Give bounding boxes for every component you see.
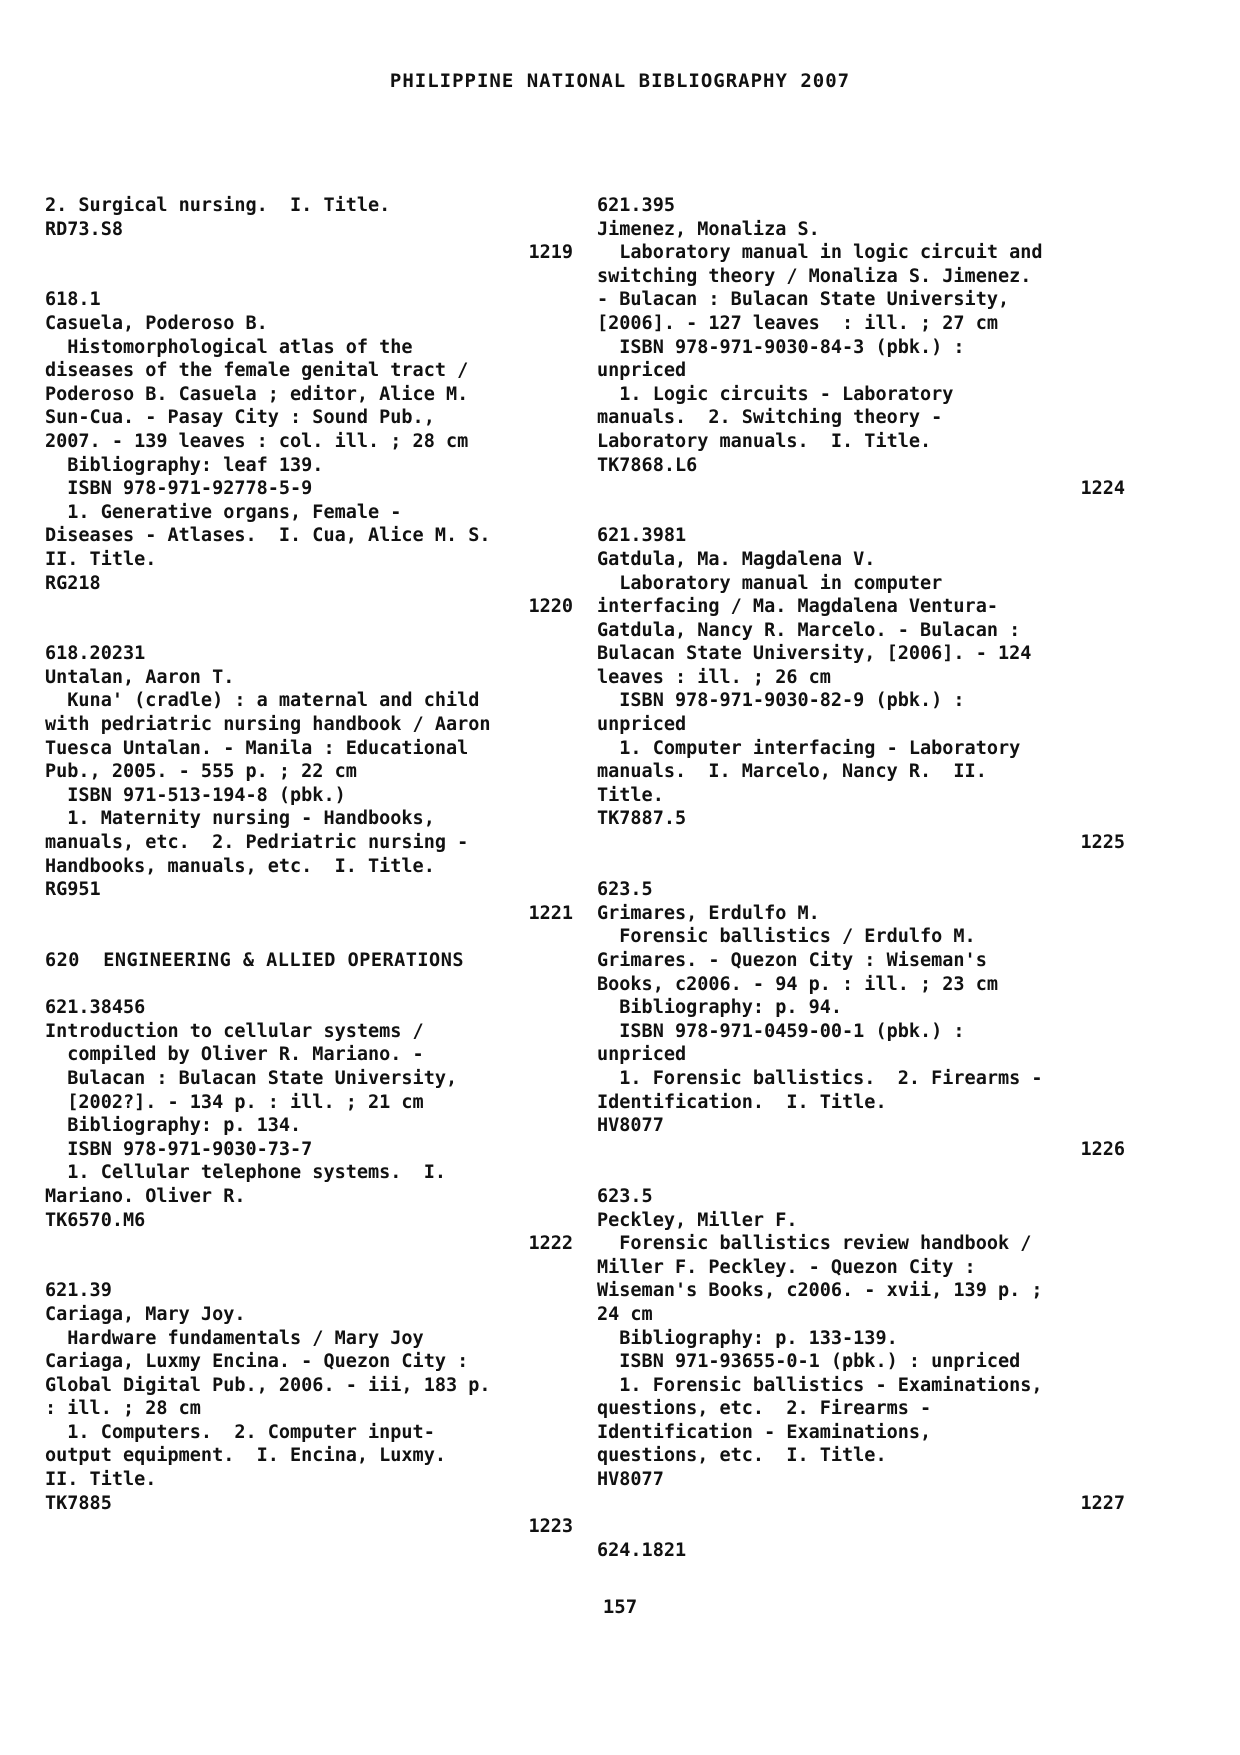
text-line: RD73.S8 <box>45 218 123 240</box>
entry-number: 1219 <box>528 242 573 264</box>
text-line: Tuesca Untalan. - Manila : Educational <box>45 737 469 759</box>
blank-line <box>45 1256 575 1280</box>
entry-number: 1227 <box>1080 1492 1125 1514</box>
text-line: 621.39 <box>45 1280 112 1302</box>
text-line: Mariano. Oliver R. <box>45 1185 246 1207</box>
text-line: Hardware fundamentals / Mary Joy <box>45 1327 424 1349</box>
text-line: ISBN 978-971-92778-5-9 <box>45 478 313 500</box>
text-line: Cariaga, Mary Joy. <box>45 1303 246 1325</box>
text-line: Laboratory manual in logic circuit and <box>597 242 1043 264</box>
entry-number: 1220 <box>528 596 573 618</box>
text-line: output equipment. I. Encina, Luxmy. <box>45 1445 446 1467</box>
text-line: 623.5 <box>597 1185 653 1207</box>
entry-number: 1221 <box>528 902 573 924</box>
text-line: Wiseman's Books, c2006. - xvii, 139 p. ; <box>597 1280 1043 1302</box>
text-line: 1. Forensic ballistics. 2. Firearms - <box>597 1067 1043 1089</box>
text-line: Laboratory manuals. I. Title. <box>597 430 932 452</box>
text-line: - Bulacan : Bulacan State University, <box>597 289 1010 311</box>
text-line: unpriced <box>597 360 687 382</box>
text-line: Forensic ballistics / Erdulfo M. <box>597 926 976 948</box>
text-line: 1. Logic circuits - Laboratory <box>597 383 954 405</box>
text-line: Bibliography: p. 134. <box>45 1115 302 1137</box>
left-column <box>45 194 575 1539</box>
blank-line <box>45 619 575 643</box>
blank-line <box>597 1161 1127 1185</box>
text-line: switching theory / Monaliza S. Jimenez. <box>597 265 1032 287</box>
text-line: ISBN 978-971-9030-84-3 (pbk.) : <box>597 336 965 358</box>
text-line: leaves : ill. ; 26 cm <box>597 666 831 688</box>
text-line: Jimenez, Monaliza S. <box>597 218 820 240</box>
text-line: Diseases - Atlases. I. Cua, Alice M. S. <box>45 525 491 547</box>
text-line: unpriced <box>597 714 687 736</box>
text-line: 1. Computer interfacing - Laboratory <box>597 737 1021 759</box>
text-line: questions, etc. I. Title. <box>597 1445 887 1467</box>
entry-number: 1223 <box>528 1516 573 1538</box>
text-line: Handbooks, manuals, etc. I. Title. <box>45 855 435 877</box>
text-line: interfacing / Ma. Magdalena Ventura- <box>597 596 998 618</box>
text-line: 623.5 <box>597 879 653 901</box>
text-line: Gatdula, Ma. Magdalena V. <box>597 548 876 570</box>
text-line: HV8077 <box>597 1115 664 1137</box>
text-line: ISBN 978-971-9030-73-7 <box>45 1138 313 1160</box>
text-line: Peckley, Miller F. <box>597 1209 798 1231</box>
text-line: ISBN 971-93655-0-1 (pbk.) : unpriced <box>597 1351 1021 1373</box>
text-line: Grimares, Erdulfo M. <box>597 902 820 924</box>
text-line: ISBN 978-971-9030-82-9 (pbk.) : <box>597 690 965 712</box>
text-line: TK7885 <box>45 1492 112 1514</box>
text-line: 2007. - 139 leaves : col. ill. ; 28 cm <box>45 430 469 452</box>
text-line: ISBN 971-513-194-8 (pbk.) <box>45 784 346 806</box>
text-line: Poderoso B. Casuela ; editor, Alice M. <box>45 383 469 405</box>
text-line: 1. Maternity nursing - Handbooks, <box>45 808 435 830</box>
text-line: HV8077 <box>597 1469 664 1491</box>
text-line: 618.20231 <box>45 643 146 665</box>
text-line: manuals, etc. 2. Pedriatric nursing - <box>45 832 469 854</box>
text-line: Bibliography: leaf 139. <box>45 454 324 476</box>
text-line: Title. <box>597 784 664 806</box>
text-line: Miller F. Peckley. - Quezon City : <box>597 1256 976 1278</box>
text-line: Kuna' (cradle) : a maternal and child <box>45 690 480 712</box>
text-line: II. Title. <box>45 1469 157 1491</box>
blank-line <box>45 265 575 289</box>
text-line: TK6570.M6 <box>45 1209 146 1231</box>
text-line: Casuela, Poderoso B. <box>45 312 268 334</box>
text-line: Cariaga, Luxmy Encina. - Quezon City : <box>45 1351 469 1373</box>
text-line: Gatdula, Nancy R. Marcelo. - Bulacan : <box>597 619 1021 641</box>
text-line: TK7887.5 <box>597 808 687 830</box>
text-line: Pub., 2005. - 555 p. ; 22 cm <box>45 761 357 783</box>
text-line: Grimares. - Quezon City : Wiseman's <box>597 950 987 971</box>
text-line: [2002?]. - 134 p. : ill. ; 21 cm <box>45 1091 424 1113</box>
section-heading: 620 ENGINEERING & ALLIED OPERATIONS <box>45 950 464 971</box>
right-column <box>597 194 1127 1562</box>
text-line: Bulacan State University, [2006]. - 124 <box>597 643 1032 665</box>
page-number: 157 <box>602 1596 638 1618</box>
text-line: unpriced <box>597 1044 687 1066</box>
text-line: Bibliography: p. 133-139. <box>597 1327 898 1349</box>
text-line: 24 cm <box>597 1303 653 1325</box>
text-line: 618.1 <box>45 289 101 311</box>
text-line: 1. Generative organs, Female - <box>45 501 402 523</box>
text-line: 1. Forensic ballistics - Examinations, <box>597 1374 1043 1396</box>
text-line: 621.395 <box>597 195 675 216</box>
text-line: Introduction to cellular systems / <box>45 1020 424 1042</box>
text-line: Identification - Examinations, <box>597 1421 932 1443</box>
text-line: Identification. I. Title. <box>597 1091 887 1113</box>
text-line: RG951 <box>45 879 101 901</box>
text-line: Books, c2006. - 94 p. : ill. ; 23 cm <box>597 973 998 995</box>
blank-line <box>45 973 575 997</box>
text-line: 1. Computers. 2. Computer input- <box>45 1421 435 1443</box>
blank-line <box>45 925 575 949</box>
text-line: diseases of the female genital tract / <box>45 360 469 382</box>
blank-line <box>597 501 1127 525</box>
text-line: 624.1821 <box>597 1539 687 1561</box>
text-line: TK7868.L6 <box>597 454 698 476</box>
text-line: compiled by Oliver R. Mariano. - <box>45 1044 424 1066</box>
text-line: Untalan, Aaron T. <box>45 666 235 688</box>
text-line: manuals. 2. Switching theory - <box>597 407 943 429</box>
text-line: ISBN 978-971-0459-00-1 (pbk.) : <box>597 1020 965 1042</box>
text-line: Bibliography: p. 94. <box>597 997 843 1019</box>
blank-line <box>597 855 1127 879</box>
entry-number: 1225 <box>1080 832 1125 854</box>
text-line: Global Digital Pub., 2006. - iii, 183 p. <box>45 1374 491 1396</box>
text-line: 621.38456 <box>45 997 146 1019</box>
text-line: Bulacan : Bulacan State University, <box>45 1067 458 1089</box>
entry-number: 1224 <box>1080 478 1125 500</box>
text-line: 2. Surgical nursing. I. Title. <box>45 195 391 216</box>
text-line: [2006]. - 127 leaves : ill. ; 27 cm <box>597 312 998 334</box>
text-line: II. Title. <box>45 548 157 570</box>
text-line: : ill. ; 28 cm <box>45 1398 201 1420</box>
page-title: PHILIPPINE NATIONAL BIBLIOGRAPHY 2007 <box>389 70 851 92</box>
text-line: 1. Cellular telephone systems. I. <box>45 1162 446 1184</box>
text-line: manuals. I. Marcelo, Nancy R. II. <box>597 761 987 783</box>
entry-number: 1226 <box>1080 1138 1125 1160</box>
text-line: with pedriatric nursing handbook / Aaron <box>45 714 491 736</box>
blank-line <box>597 1515 1127 1539</box>
text-line: Sun-Cua. - Pasay City : Sound Pub., <box>45 407 435 429</box>
text-line: 621.3981 <box>597 525 687 547</box>
text-line: Forensic ballistics review handbook / <box>597 1233 1032 1255</box>
entry-number: 1222 <box>528 1233 573 1255</box>
text-line: Histomorphological atlas of the <box>45 336 413 358</box>
text-line: questions, etc. 2. Firearms - <box>597 1398 932 1420</box>
text-line: Laboratory manual in computer <box>597 572 943 594</box>
text-line: RG218 <box>45 572 101 594</box>
